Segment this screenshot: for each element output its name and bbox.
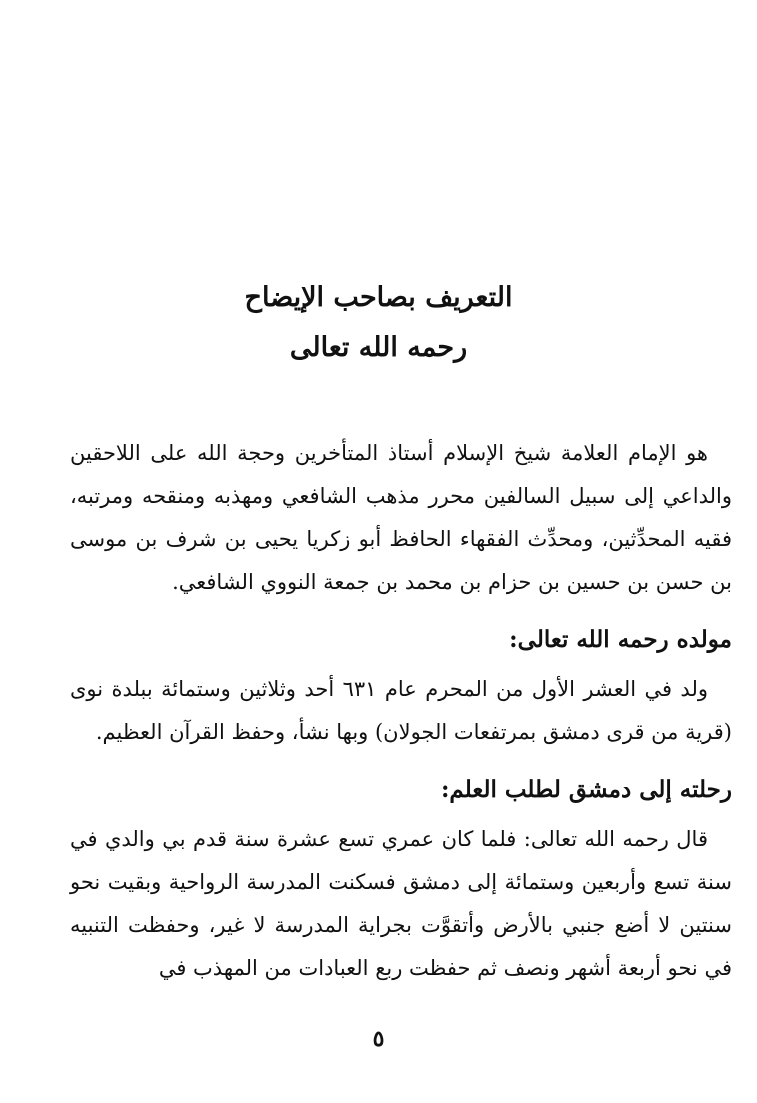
intro-paragraph: هو الإمام العلامة شيخ الإسلام أستاذ المتأخرين وحجة الله على اللاحقين والداعي إلى سبيل السالفين محرر مذهب الشافعي ومهذبه ومنقحه ومرتبه، فقيه المحدِّثين، ومحدِّث الفقهاء الحافظ أبو زكريا يحيى بن شرف بن موسى بن حسن بن حسين بن حزام بن محمد بن جمعة النووي الشافعي. <box>70 441 732 594</box>
title-block <box>0 270 757 370</box>
page-subtitle: رحمه الله تعالى <box>289 332 468 363</box>
page-title: التعريف بصاحب الإيضاح <box>244 282 513 313</box>
journey-paragraph: قال رحمه الله تعالى: فلما كان عمري تسع عشرة سنة قدم بي والدي في سنة تسع وأربعين وستمائة إلى دمشق فسكنت المدرسة الرواحية وبقيت نحو سنتين لا أضع جنبي بالأرض وأتقوَّت بجراية المدرسة لا غير، وحفظت التنبيه في نحو أربعة أشهر ونصف ثم حفظت ربع العبادات من المهذب في <box>70 827 732 980</box>
birth-paragraph: ولد في العشر الأول من المحرم عام ٦٣١ أحد وثلاثين وستمائة ببلدة نوى (قرية من قرى دمشق بمرتفعات الجولان) وبها نشأ، وحفظ القرآن العظيم. <box>70 677 732 744</box>
page-number: ٥ <box>372 1026 385 1052</box>
section-heading-birth: مولده رحمه الله تعالى: <box>509 626 732 653</box>
body-text <box>70 432 732 990</box>
section-heading-journey: رحلته إلى دمشق لطلب العلم: <box>440 776 732 803</box>
